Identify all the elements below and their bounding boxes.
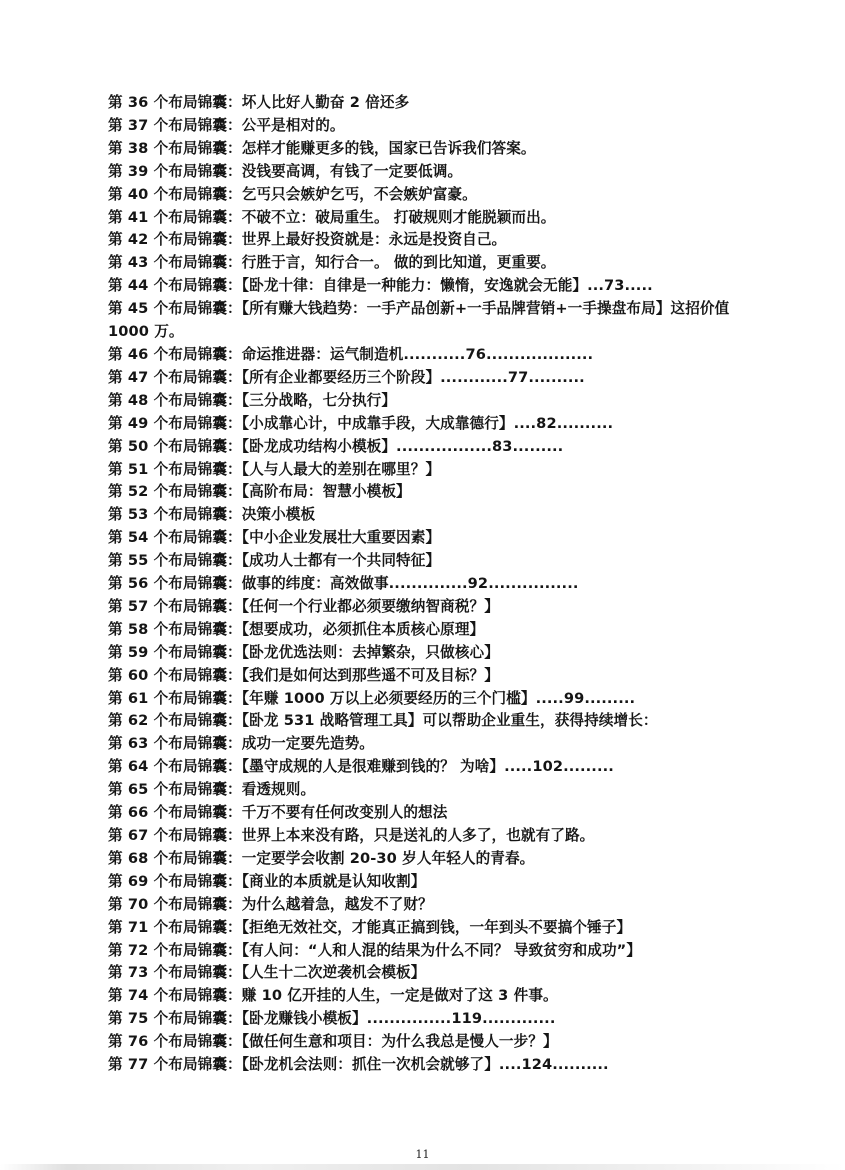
- toc-entry: 第 71 个布局锦囊：【拒绝无效社交，才能真正搞到钱，一年到头不要搞个锤子】: [108, 918, 632, 936]
- toc-entry: 第 44 个布局锦囊：【卧龙十律：自律是一种能力：懒惰，安逸就会无能】...73.....: [108, 277, 653, 295]
- toc-entry: 第 52 个布局锦囊：【高阶布局：智慧小模板】: [108, 483, 411, 501]
- page-number: 11: [415, 1148, 430, 1161]
- toc-entry: 第 47 个布局锦囊：【所有企业都要经历三个阶段】............77..........: [108, 368, 585, 386]
- toc-entry: 第 60 个布局锦囊：【我们是如何达到那些遥不可及目标？】: [108, 666, 499, 684]
- toc-entry: 第 50 个布局锦囊：【卧龙成功结构小模板】.................83.........: [108, 437, 564, 455]
- toc-entry: 第 65 个布局锦囊：看透规则。: [108, 781, 316, 799]
- toc-entry: 第 36 个布局锦囊：坏人比好人勤奋 2 倍还多: [108, 94, 410, 111]
- toc-entry: 第 43 个布局锦囊：行胜于言，知行合一。 做的到比知道，更重要。: [108, 254, 556, 272]
- toc-entry: 第 58 个布局锦囊：【想要成功，必须抓住本质核心原理】: [108, 620, 485, 638]
- toc-entry: 第 38 个布局锦囊：怎样才能赚更多的钱，国家已告诉我们答案。: [108, 139, 536, 157]
- toc-entry: 第 73 个布局锦囊：【人生十二次逆袭机会模板】: [108, 964, 426, 982]
- toc-entry: 第 75 个布局锦囊：【卧龙赚钱小模板】...............119.............: [108, 1010, 556, 1028]
- toc-entry: 第 68 个布局锦囊：一定要学会收割 20-30 岁人年轻人的青春。: [108, 849, 535, 867]
- toc-entry: 第 41 个布局锦囊：不破不立：破局重生。 打破规则才能脱颖而出。: [108, 208, 556, 226]
- toc-entry: 第 69 个布局锦囊：【商业的本质就是认知收割】: [108, 872, 426, 890]
- toc-entry: 第 49 个布局锦囊：【小成靠心计，中成靠手段，大成靠德行】....82..........: [108, 414, 614, 432]
- toc-entry: 第 77 个布局锦囊：【卧龙机会法则：抓住一次机会就够了】....124..........: [108, 1056, 609, 1074]
- toc-entry: 第 74 个布局锦囊：赚 10 亿开挂的人生，一定是做对了这 3 件事。: [108, 987, 558, 1005]
- toc-entry: 第 39 个布局锦囊：没钱要高调，有钱了一定要低调。: [108, 162, 463, 180]
- toc-entry: 第 45 个布局锦囊：【所有赚大钱趋势：一手产品创新+一手品牌营销+一手操盘布局】这招价值 1000 万。: [108, 300, 730, 341]
- toc-entry: 第 72 个布局锦囊：【有人问：“人和人混的结果为什么不同？ 导致贫穷和成功”】: [108, 941, 642, 959]
- toc-entry: 第 42 个布局锦囊：世界上最好投资就是：永远是投资自己。: [108, 231, 507, 249]
- toc-entry: 第 63 个布局锦囊：成功一定要先造势。: [108, 735, 374, 753]
- scan-edge-artifact: [0, 1164, 845, 1170]
- toc-entry: 第 40 个布局锦囊：乞丐只会嫉妒乞丐，不会嫉妒富豪。: [108, 185, 477, 203]
- toc-entry: 第 46 个布局锦囊：命运推进器：运气制造机...........76...................: [108, 345, 594, 363]
- toc-entry: 第 64 个布局锦囊：【墨守成规的人是很难赚到钱的？ 为啥】.....102.........: [108, 758, 614, 776]
- toc-entry: 第 67 个布局锦囊：世界上本来没有路，只是送礼的人多了，也就有了路。: [108, 827, 595, 844]
- toc-entry: 第 66 个布局锦囊：千万不要有任何改变别人的想法: [108, 804, 448, 822]
- toc-entry: 第 56 个布局锦囊：做事的纬度：高效做事..............92................: [108, 575, 579, 593]
- toc-entry: 第 62 个布局锦囊：【卧龙 531 战略管理工具】可以帮助企业重生，获得持续增长：: [108, 712, 658, 730]
- toc-list: [108, 92, 738, 1077]
- toc-entry: 第 76 个布局锦囊：【做任何生意和项目：为什么我总是慢人一步？】: [108, 1033, 558, 1051]
- toc-entry: 第 51 个布局锦囊：【人与人最大的差别在哪里？】: [108, 460, 441, 478]
- toc-entry: 第 61 个布局锦囊：【年赚 1000 万以上必须要经历的三个门槛】.....99.........: [108, 689, 636, 707]
- toc-entry: 第 54 个布局锦囊：【中小企业发展壮大重要因素】: [108, 529, 441, 547]
- toc-entry: 第 70 个布局锦囊：为什么越着急，越发不了财？: [108, 895, 433, 913]
- toc-entry: 第 48 个布局锦囊：【三分战略，七分执行】: [108, 391, 397, 409]
- toc-entry: 第 37 个布局锦囊：公平是相对的。: [108, 116, 345, 134]
- toc-entry: 第 57 个布局锦囊：【任何一个行业都必须要缴纳智商税？】: [108, 597, 499, 615]
- toc-entry: 第 59 个布局锦囊：【卧龙优选法则：去掉繁杂，只做核心】: [108, 643, 499, 661]
- toc-entry: 第 53 个布局锦囊：决策小模板: [108, 506, 316, 524]
- toc-entry: 第 55 个布局锦囊：【成功人士都有一个共同特征】: [108, 552, 441, 570]
